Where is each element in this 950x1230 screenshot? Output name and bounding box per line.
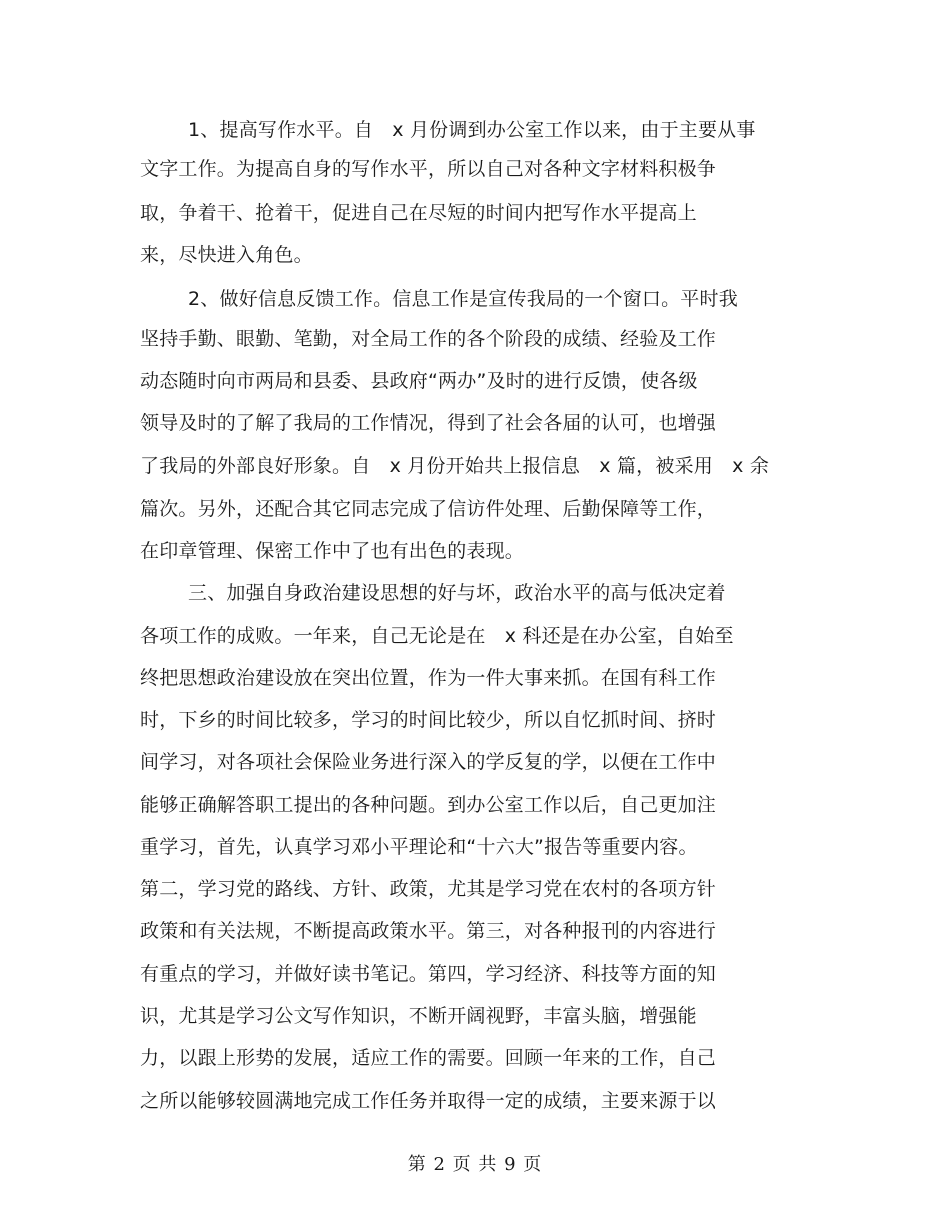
text-line: 文字工作。为提高自身的写作水平，所以自己对各种文字材料积极争 bbox=[140, 158, 717, 180]
text-line: 领导及时的了解了我局的工作情况，得到了社会各届的认可，也增强 bbox=[140, 412, 717, 434]
text-line: 坚持手勤、眼勤、笔勤，对全局工作的各个阶段的成绩、经验及工作 bbox=[140, 328, 717, 350]
text-line: 篇次。另外，还配合其它同志完成了信访件处理、后勤保障等工作， bbox=[140, 498, 717, 520]
text-line: 取，争着干、抢着干，促进自己在尽短的时间内把写作水平提高上 bbox=[140, 202, 697, 224]
text-line: 各项工作的成败。一年来，自己无论是在 x 科还是在办公室，自始至 bbox=[140, 625, 734, 647]
text-line: 时，下乡的时间比较多，学习的时间比较少，所以自忆抓时间、挤时 bbox=[140, 709, 717, 731]
text-line: 有重点的学习，并做好读书笔记。第四，学习经济、科技等方面的知 bbox=[140, 963, 717, 985]
text-line: 能够正确解答职工提出的各种问题。到办公室工作以后，自己更加注 bbox=[140, 794, 717, 816]
text-line: 政策和有关法规，不断提高政策水平。第三，对各种报刊的内容进行 bbox=[140, 920, 717, 942]
text-line: 了我局的外部良好形象。自 x 月份开始共上报信息 x 篇，被采用 x 余 bbox=[140, 455, 770, 477]
text-line: 之所以能够较圆满地完成工作任务并取得一定的成绩，主要来源于以 bbox=[140, 1090, 717, 1112]
text-line: 2、做好信息反馈工作。信息工作是宣传我局的一个窗口。平时我 bbox=[188, 288, 738, 310]
text-line: 识，尤其是学习公文写作知识，不断开阔视野，丰富头脑，增强能 bbox=[140, 1005, 697, 1027]
page-number-footer: 第 2 页 共 9 页 bbox=[407, 1154, 543, 1175]
text-line: 第二，学习党的路线、方针、政策，尤其是学习党在农村的各项方针 bbox=[140, 878, 717, 900]
text-line: 来，尽快进入角色。 bbox=[140, 244, 313, 266]
text-line: 终把思想政治建设放在突出位置，作为一件大事来抓。在国有科工作 bbox=[140, 667, 717, 689]
text-line: 重学习，首先，认真学习邓小平理论和“十六大”报告等重要内容。 bbox=[140, 836, 698, 858]
text-line: 动态随时向市两局和县委、县政府“两办”及时的进行反馈，使各级 bbox=[140, 370, 698, 392]
text-line: 力，以跟上形势的发展，适应工作的需要。回顾一年来的工作，自己 bbox=[140, 1047, 717, 1069]
text-line: 在印章管理、保密工作中了也有出色的表现。 bbox=[140, 540, 525, 562]
text-line: 1、提高写作水平。自 x 月份调到办公室工作以来，由于主要从事 bbox=[188, 119, 756, 141]
text-line: 三、加强自身政治建设思想的好与坏，政治水平的高与低决定着 bbox=[188, 582, 726, 604]
text-line: 间学习，对各项社会保险业务进行深入的学反复的学，以便在工作中 bbox=[140, 751, 717, 773]
